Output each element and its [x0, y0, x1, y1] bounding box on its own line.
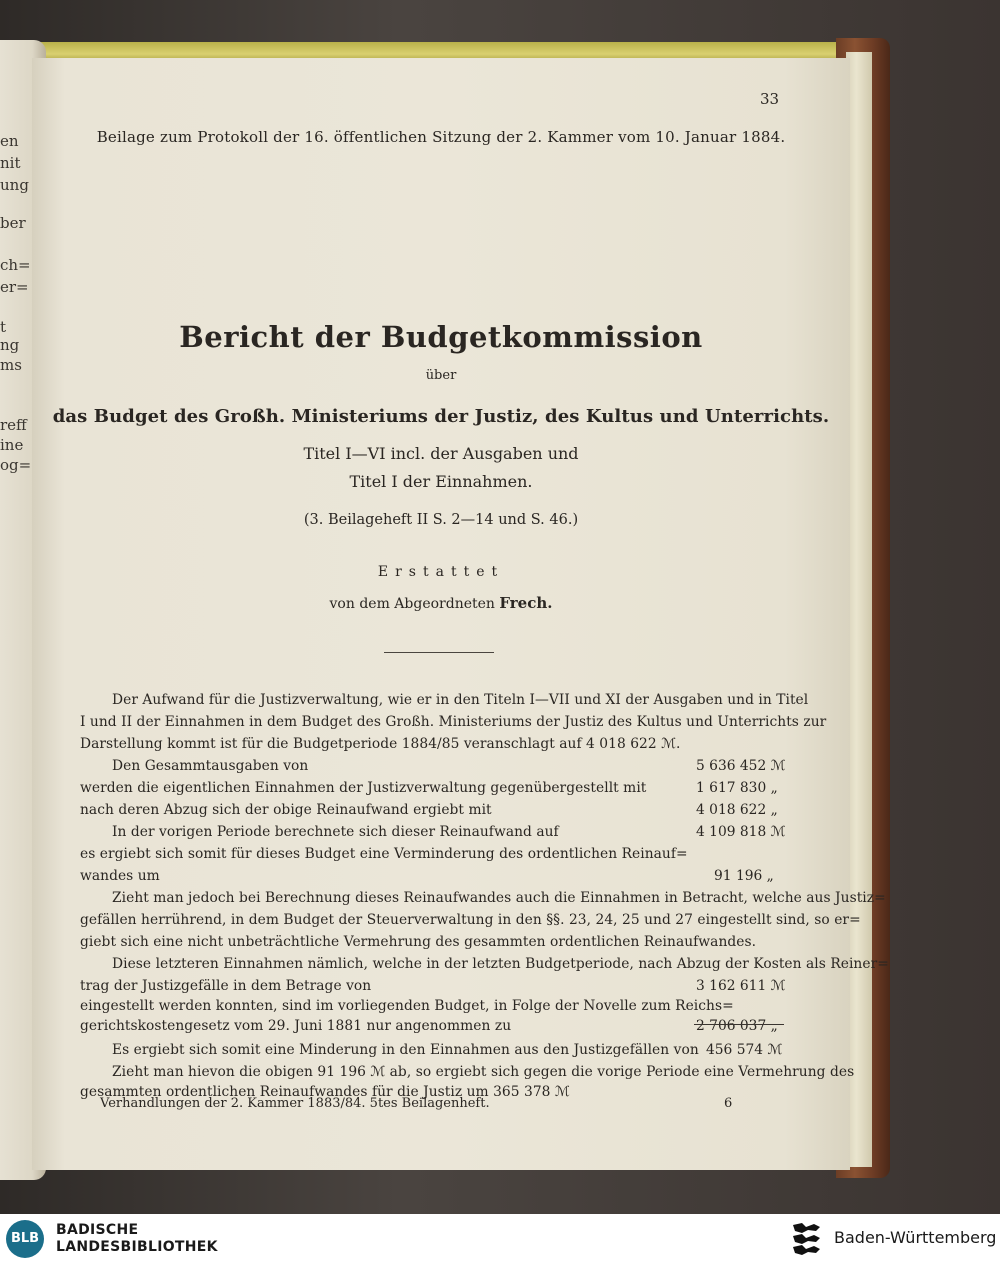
library-name[interactable]: [56, 1222, 218, 1256]
ledger-text: In der vorigen Periode berechnete sich dieser Reinaufwand auf: [112, 824, 559, 840]
left-page-fragment: nit: [0, 154, 21, 172]
rapporteur-prefix: von dem Abgeordneten: [329, 596, 495, 612]
ledger-amount: 4 109 818 ℳ: [696, 824, 786, 840]
sum-rule: [694, 1024, 784, 1025]
report-subject: das Budget des Großh. Ministeriums der Justiz, des Kultus und Unterrichts.: [52, 406, 830, 427]
ledger-text: Es ergiebt sich somit eine Minderung in den Einnahmen aus den Justizgefällen von: [112, 1042, 699, 1058]
section-divider: [384, 652, 494, 653]
ledger-text: Den Gesammtausgaben von: [112, 758, 309, 774]
left-page-fragment: t: [0, 318, 7, 336]
viewer-footer-bar: [0, 1214, 1000, 1264]
left-page-fragment: ms: [0, 356, 22, 374]
ledger-text: gerichtskostengesetz vom 29. Juni 1881 nur angenommen zu: [80, 1018, 512, 1034]
body-line: Darstellung kommt ist für die Budgetperiode 1884/85 veranschlagt auf 4 018 622 ℳ.: [80, 736, 681, 752]
state-name[interactable]: Baden-Württemberg: [834, 1228, 997, 1247]
library-name-line-1: BADISCHE: [56, 1222, 139, 1238]
left-page-fragment: ber: [0, 214, 26, 232]
left-page-fragment: er=: [0, 278, 29, 296]
page-footer: Verhandlungen der 2. Kammer 1883/84. 5tes Beilagenheft.: [100, 1096, 490, 1111]
left-page-fragment: reff: [0, 416, 27, 434]
ledger-text: eingestellt werden konnten, sind im vorliegenden Budget, in Folge der Novelle zum Reichs=: [80, 998, 734, 1014]
body-line: giebt sich eine nicht unbeträchtliche Vermehrung des gesammten ordentlichen Reinaufwandes.: [80, 934, 757, 950]
reference-note: (3. Beilageheft II S. 2—14 und S. 46.): [303, 512, 579, 528]
ledger-amount: 1 617 830 „: [696, 780, 778, 796]
ledger-amount: 456 574 ℳ: [706, 1042, 783, 1058]
state-lions-icon[interactable]: [790, 1221, 824, 1257]
page-header: Beilage zum Protokoll der 16. öffentlichen Sitzung der 2. Kammer vom 10. Januar 1884.: [96, 128, 786, 146]
titles-line-2: Titel I der Einnahmen.: [349, 472, 533, 491]
erstattet-label: Erstattet: [377, 564, 505, 580]
ledger-text: nach deren Abzug sich der obige Reinaufwand ergiebt mit: [80, 802, 492, 818]
ledger-amount: 4 018 622 „: [696, 802, 778, 818]
library-name-line-2: LANDESBIBLIOTHEK: [56, 1239, 218, 1255]
titles-line-1: Titel I—VI incl. der Ausgaben und: [303, 444, 579, 463]
page-number: 33: [760, 90, 780, 108]
document-page: [32, 58, 889, 1170]
body-line: Der Aufwand für die Justizverwaltung, wie er in den Titeln I—VII und XI der Ausgaben und in Titel: [112, 692, 809, 708]
ledger-text: wandes um: [80, 868, 160, 884]
body-line: Diese letzteren Einnahmen nämlich, welche in der letzten Budgetperiode, nach Abzug der Kosten als Reiner=: [112, 956, 889, 972]
left-page-fragment: ng: [0, 336, 20, 354]
rapporteur-line: [32, 594, 850, 612]
blb-logo-icon[interactable]: BLB: [6, 1220, 44, 1258]
left-page-fragment: en: [0, 132, 19, 150]
body-line: gefällen herrührend, in dem Budget der Steuerverwaltung in den §§. 23, 24, 25 und 27 eingestellt sind, so er=: [80, 912, 861, 928]
ledger-text: es ergiebt sich somit für dieses Budget eine Verminderung des ordentlichen Reinauf=: [80, 846, 688, 862]
ledger-amount: 5 636 452 ℳ: [696, 758, 786, 774]
ledger-text: trag der Justizgefälle in dem Betrage von: [80, 978, 372, 994]
left-page-fragment: og=: [0, 456, 32, 474]
ledger-text: werden die eigentlichen Einnahmen der Justizverwaltung gegenübergestellt mit: [80, 780, 647, 796]
ledger-amount: 3 162 611 ℳ: [696, 978, 786, 994]
ledger-amount: 91 196 „: [714, 868, 774, 884]
body-line: I und II der Einnahmen in dem Budget des Großh. Ministeriums der Justiz des Kultus und Unterrichts zur: [80, 714, 827, 730]
title-connector: über: [425, 368, 457, 383]
rapporteur-name: Frech.: [499, 594, 553, 612]
body-line: Zieht man jedoch bei Berechnung dieses Reinaufwandes auch die Einnahmen in Betracht, welche aus Justiz=: [112, 890, 886, 906]
body-line: Zieht man hievon die obigen 91 196 ℳ ab, so ergiebt sich gegen die vorige Periode eine Vermehrung des: [112, 1064, 855, 1080]
left-page-fragment: ch=: [0, 256, 31, 274]
left-page-fragment: ine: [0, 436, 24, 454]
report-title: Bericht der Budgetkommission: [179, 320, 703, 354]
ledger-amount: 2 706 037 „: [696, 1018, 778, 1034]
signature-mark: 6: [724, 1096, 733, 1111]
body-line: gesammten ordentlichen Reinaufwandes für die Justiz um 365 378 ℳ: [80, 1084, 570, 1100]
left-page-fragment: ung: [0, 176, 29, 194]
